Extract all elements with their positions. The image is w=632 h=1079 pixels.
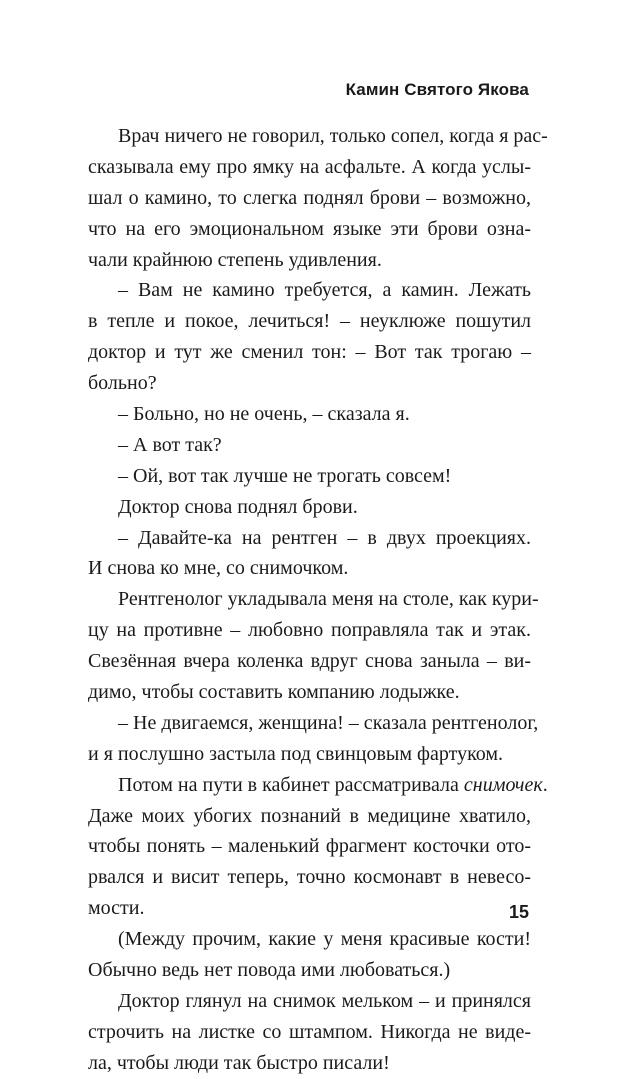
- text-line-content: (Между прочим, какие у меня красивые кости!: [118, 928, 531, 951]
- text-line: [88, 183, 531, 214]
- text-line-content: Даже моих убогих познаний в медицине хватило,: [88, 804, 531, 827]
- text-line: [88, 306, 531, 337]
- text-line: [88, 1017, 531, 1048]
- text-line-content: Рентгенолог укладывала меня на столе, как кури-: [118, 588, 539, 611]
- text-line: [88, 739, 531, 770]
- text-line-content: строчить на листке со штампом. Никогда не виде-: [88, 1020, 531, 1043]
- text-line-content: Потом на пути в кабинет рассматривала: [118, 773, 464, 796]
- text-line: [88, 553, 531, 584]
- body-text: [88, 121, 548, 1079]
- text-line: [88, 831, 531, 862]
- text-line-content: доктор и тут же сменил тон: – Вот так трогаю –: [88, 341, 531, 364]
- text-line-content: шал о камино, то слегка поднял брови – возможно,: [88, 186, 531, 209]
- text-line-content: Свезённая вчера коленка вдруг снова заныла – ви-: [88, 650, 531, 673]
- text-line-content: и я послушно застыла под свинцовым фартуком.: [88, 742, 504, 765]
- text-line-content: сказывала ему про ямку на асфальте. А когда услы-: [88, 155, 531, 178]
- text-line: [88, 584, 539, 615]
- text-line: [88, 523, 531, 554]
- text-line-content: Обычно ведь нет повода ими любоваться.): [88, 959, 451, 982]
- text-line: [88, 646, 531, 677]
- text-line: [88, 986, 531, 1017]
- text-line-content: И снова ко мне, со снимочком.: [88, 557, 349, 580]
- page-number: 15: [508, 902, 529, 922]
- text-line: [88, 862, 531, 893]
- text-line: [88, 955, 531, 986]
- text-line: [88, 245, 531, 276]
- text-line: [88, 1048, 531, 1079]
- text-line: [88, 275, 531, 306]
- text-line-content: больно?: [88, 372, 157, 395]
- text-line: [88, 337, 531, 368]
- text-line: [88, 430, 531, 461]
- text-line-content: – А вот так?: [118, 433, 222, 456]
- text-line: [88, 708, 539, 739]
- text-line: [88, 461, 531, 492]
- text-line: [88, 770, 548, 801]
- text-line-content: чали крайнюю степень удивления.: [88, 248, 382, 271]
- text-line-content: в тепле и покое, лечиться! – неуклюже пошутил: [88, 310, 531, 333]
- text-line: [88, 893, 531, 924]
- text-line: [88, 924, 531, 955]
- text-line-content: Доктор глянул на снимок мельком – и принялся: [118, 989, 531, 1012]
- text-line: [88, 492, 531, 523]
- text-line: [88, 677, 531, 708]
- text-line-content: мости.: [88, 897, 145, 920]
- text-line-content: ла, чтобы люди так быстро писали!: [88, 1051, 390, 1074]
- running-head: Камин Святого Якова: [345, 80, 529, 99]
- text-line: [88, 615, 531, 646]
- text-line-tail: .: [542, 773, 548, 796]
- text-line-content: цу на противне – любовно поправляла так и этак.: [88, 619, 531, 642]
- text-line: [88, 801, 531, 832]
- emphasis: снимочек: [463, 773, 543, 796]
- text-line: [88, 121, 548, 152]
- text-line: [88, 399, 531, 430]
- text-line-content: – Не двигаемся, женщина! – сказала рентгенолог,: [118, 711, 539, 734]
- text-line-content: рвался и висит теперь, точно космонавт в невесо-: [88, 866, 531, 889]
- text-line-content: – Вам не камино требуется, а камин. Лежать: [118, 279, 531, 302]
- text-line-content: Врач ничего не говорил, только сопел, когда я рас-: [118, 125, 548, 147]
- text-line: [88, 368, 531, 399]
- text-line-content: димо, чтобы составить компанию лодыжке.: [88, 681, 460, 704]
- text-line-content: что на его эмоциональном языке эти брови озна-: [88, 217, 531, 240]
- text-line-content: Доктор снова поднял брови.: [118, 495, 358, 518]
- text-line-content: – Больно, но не очень, – сказала я.: [118, 403, 410, 426]
- text-line-content: чтобы понять – маленький фрагмент косточки ото-: [88, 835, 531, 858]
- text-line-content: – Давайте-ка на рентген – в двух проекциях.: [118, 526, 531, 549]
- text-line-content: – Ой, вот так лучше не трогать совсем!: [118, 464, 452, 487]
- text-line: [88, 152, 531, 183]
- text-line: [88, 214, 531, 245]
